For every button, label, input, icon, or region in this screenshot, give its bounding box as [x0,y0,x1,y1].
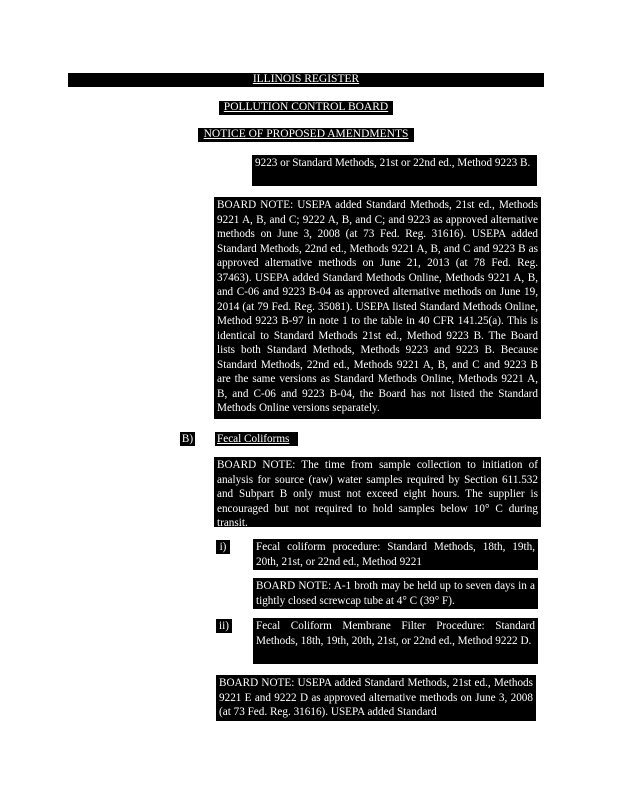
board-note-1: BOARD NOTE: USEPA added Standard Methods, 21st ed., Methods 9221 A, B, and C; 9222 A, B, and C; and 9223 as approved alternative methods on June 3, 2008 (at 73 Fed. Reg. 31616). USEPA added Standard Methods, 22nd ed., Methods 9221 A, B, and C and 9223 B as approved alternative methods on June 21, 2013 (at 78 Fed. Reg. 37463). USEPA added Standard Methods Online, Methods 9221 A, B, and C-06 and 9223 B-04 as approved alternative methods on June 19, 2014 (at 79 Fed. Reg. 35081). USEPA listed Standard Methods Online, Method 9223 B-97 in note 1 to the table in 40 CFR 141.25(a). This is identical to Standard Methods 21st ed., Method 9223 B. The Board lists both Standard Methods, Methods 9223 and 9223 B. Because Standard Methods, 22nd ed., Methods 9221 A, B, and C and 9223 B are the same versions as Standard Methods Online, Methods 9221 A, B, and C-06 and 9223 B-04, the Board has not listed the Standard Methods Online versions separately. [214,197,541,419]
method-fragment: 9223 or Standard Methods, 21st or 22nd ed., Method 9223 B. [252,155,537,186]
register-title [68,73,544,87]
notice-title-text: NOTICE OF PROPOSED AMENDMENTS [203,128,409,140]
register-title-text: ILLINOIS REGISTER [252,73,360,85]
section-b-title [215,432,298,446]
item-i-marker: i) [216,540,230,554]
notice-title [198,128,414,142]
board-note-3: BOARD NOTE: A-1 broth may be held up to seven days in a tightly closed screwcap tube at 4° C (39° F). [253,578,538,609]
section-b-title-text: Fecal Coliforms [217,433,290,445]
board-title-text: POLLUTION CONTROL BOARD [223,101,389,113]
board-title [219,101,393,115]
item-i-text: Fecal coliform procedure: Standard Methods, 18th, 19th, 20th, 21st, or 22nd ed., Method 9221 [253,539,538,570]
item-ii-marker: ii) [216,619,232,633]
board-note-2: BOARD NOTE: The time from sample collection to initiation of analysis for source (raw) water samples required by Section 611.532 and Subpart B only must not exceed eight hours. The supplier is encouraged but not required to hold samples below 10° C during transit. [214,457,541,527]
board-note-4: BOARD NOTE: USEPA added Standard Methods, 21st ed., Methods 9221 E and 9222 D as approved alternative methods on June 3, 2008 (at 73 Fed. Reg. 31616). USEPA added Standard [216,675,536,721]
section-b-marker: B) [181,433,194,445]
item-ii-text: Fecal Coliform Membrane Filter Procedure: Standard Methods, 18th, 19th, 20th, 21st, or 22nd ed., Method 9222 D. [253,618,538,664]
